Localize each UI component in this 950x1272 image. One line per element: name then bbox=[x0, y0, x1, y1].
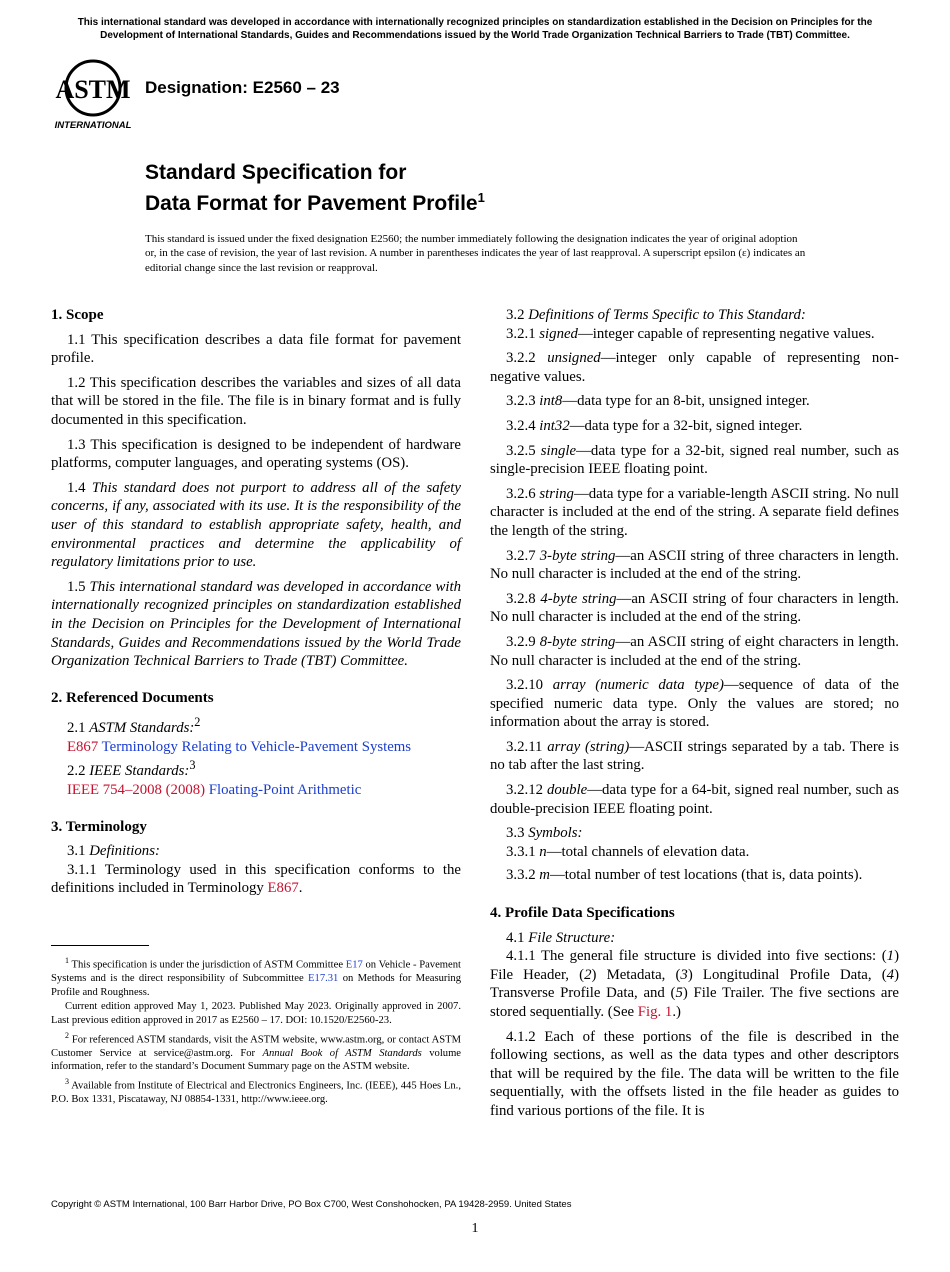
footnote-mark[interactable]: 3 bbox=[189, 758, 196, 773]
def-3-2-4 bbox=[490, 417, 899, 436]
definition-text: —ASCII strings separated by a tab. There is no tab after the last string. bbox=[490, 738, 899, 774]
document-title bbox=[145, 160, 485, 216]
defined-term: double bbox=[546, 782, 588, 799]
e17-31-link[interactable]: E17.31 bbox=[308, 973, 339, 985]
definition-text: —data type for an 8-bit, unsigned integer. bbox=[562, 393, 810, 410]
para-text: . bbox=[298, 880, 303, 897]
para-number: 3.2.5 bbox=[506, 442, 536, 459]
para-4-1 bbox=[490, 929, 899, 948]
defined-term: int32 bbox=[539, 417, 570, 434]
title-line-2 bbox=[145, 185, 485, 216]
para-4-1-2: 4.1.2 Each of these portions of the file is described in the following sections, as well as the data types and other descriptors that will be required by the file. The data will be written to the file sequentially, with the offsets listed in the file header as guides to find various portions of the file. It is bbox=[490, 1028, 899, 1119]
para-number: 3.2.11 bbox=[506, 738, 543, 755]
symbols-label: Symbols: bbox=[528, 825, 583, 842]
astm-logo-graphic bbox=[52, 56, 134, 132]
para-2-1 bbox=[51, 713, 461, 738]
right-column bbox=[490, 306, 899, 1127]
para-3-3 bbox=[490, 824, 899, 843]
definitions-label: Definitions: bbox=[89, 843, 160, 860]
definition-text: —data type for a 32-bit, signed integer. bbox=[569, 417, 803, 434]
para-3-2 bbox=[490, 306, 899, 325]
para-4-1-1: 4.1.1 The general file structure is divided into five sections: (1) File Header, (2) Metadata, (3) Longitudinal Profile Data, (4) Transverse Profile Data, and (5) File Trailer. The five sections are stored sequentially. (See Fig. 1.) bbox=[490, 948, 899, 1020]
definition-text: —sequence of data of the specified numeric data type. Only the values are stored; no information about the array is stored. bbox=[490, 677, 899, 731]
astm-standards-label: ASTM Standards: bbox=[89, 720, 195, 737]
copyright: Copyright © ASTM International, 100 Barr Harbor Drive, PO Box C700, West Conshohocken, PA 19428-2959. United States bbox=[51, 1199, 572, 1210]
para-number: 3.2.12 bbox=[506, 782, 543, 799]
defined-term: n bbox=[539, 843, 547, 860]
sym-3-3-1 bbox=[490, 843, 899, 862]
para-1-1: 1.1 This specification describes a data file format for pavement profile. bbox=[51, 331, 461, 367]
def-3-2-3 bbox=[490, 392, 899, 411]
astm-logo bbox=[52, 56, 134, 132]
para-number: 3.2.9 bbox=[506, 633, 536, 650]
definition-text: —data type for a 32-bit, signed real number, such as single-precision IEEE floating point. bbox=[490, 442, 899, 478]
defined-term: int8 bbox=[539, 393, 563, 410]
fig-1-link[interactable]: Fig. 1 bbox=[637, 1004, 673, 1020]
page-number: 1 bbox=[471, 1221, 479, 1236]
defined-term: array (numeric data type) bbox=[552, 677, 724, 694]
file-structure-label: File Structure: bbox=[528, 929, 616, 946]
footnote-1: $^1$ This specification is under the jurisdiction of ASTM Committee E17 on Vehicle - Pavement Systems and is the direct responsibility of Subcommittee E17.31 on Methods for Measuring Profile and Roughness. bbox=[51, 956, 461, 998]
defined-term: array (string) bbox=[547, 738, 630, 755]
para-number: 3.2.2 bbox=[506, 350, 536, 367]
para-number: 3.2.1 bbox=[506, 325, 536, 342]
definitions-list bbox=[490, 325, 899, 819]
para-number: 3.2.4 bbox=[506, 417, 536, 434]
para-number: 3.2 bbox=[506, 307, 525, 323]
section-profile-heading: 4. Profile Data Specifications bbox=[490, 905, 675, 922]
para-1-5 bbox=[51, 578, 461, 671]
top-notice: This international standard was developed in accordance with internationally recognized principles on standardization established in the Decision on Principles for the Development of International Standards, Guides and Recommendations issued by the World Trade Organization Technical Barriers to Trade (TBT) Committee. bbox=[77, 17, 873, 41]
def-3-2-9 bbox=[490, 633, 899, 670]
def-3-2-8 bbox=[490, 590, 899, 627]
def-3-2-6 bbox=[490, 485, 899, 541]
para-1-2: 1.2 This specification describes the variables and sizes of all data that will be stored in the file. The file is in binary format and is fully documented in this specification. bbox=[51, 374, 461, 428]
definition-text: —data type for a variable-length ASCII string. No null character is included at the end of the string. A separate field defines the length of the string. bbox=[490, 485, 899, 539]
footnote-3: $^3$ Available from Institute of Electrical and Electronics Engineers, Inc. (IEEE), 445 Hoes Ln., P.O. Box 1331, Piscataway, NJ 08854-1331, http://www.ieee.org. bbox=[51, 1076, 461, 1105]
para-number: 3.3.1 bbox=[506, 843, 536, 860]
definition-text: —integer only capable of representing non-negative values. bbox=[490, 350, 899, 385]
def-3-2-7 bbox=[490, 547, 899, 584]
definition-text: —an ASCII string of eight characters in length. No null character is included at the end of the string. bbox=[490, 633, 899, 669]
para-number: 3.2.10 bbox=[506, 677, 543, 694]
para-text: 3.1.1 Terminology used in this specification conforms to the definitions included in Terminology bbox=[51, 861, 461, 897]
title-text: Data Format for Pavement Profile bbox=[145, 192, 478, 215]
para-text: This international standard was developed in accordance with internationally recognized principles on standardization established in the Decision on Principles for the Development of International Standards, Guides and Recommendations issued by the World Trade Organization Technical Barriers to Trade (TBT) Committee. bbox=[51, 578, 461, 670]
def-3-2-1 bbox=[490, 325, 899, 344]
ref-ieee-code-link[interactable]: IEEE 754–2008 (2008) bbox=[67, 781, 206, 798]
title-footnote-mark[interactable]: 1 bbox=[477, 190, 485, 205]
logo-subtext: INTERNATIONAL bbox=[54, 120, 132, 131]
para-number: 3.3.2 bbox=[506, 867, 536, 884]
ref-e867-code-link[interactable]: E867 bbox=[67, 738, 99, 755]
defined-term: m bbox=[539, 867, 550, 884]
def-3-2-12 bbox=[490, 781, 899, 818]
ref-ieee-title-link[interactable]: Floating-Point Arithmetic bbox=[208, 781, 362, 798]
defined-term: signed bbox=[539, 325, 578, 342]
para-number: 2.2 bbox=[67, 763, 86, 780]
defined-term: single bbox=[540, 442, 577, 459]
left-column bbox=[51, 306, 461, 904]
para-number: 2.1 bbox=[67, 720, 86, 737]
section-referenced-heading: 2. Referenced Documents bbox=[51, 689, 214, 706]
para-number: 3.3 bbox=[506, 825, 525, 842]
para-text: This standard does not purport to address all of the safety concerns, if any, associated with its use. It is the responsibility of the user of this standard to establish appropriate safety, health, and environmental practices and determine the applicability of regulatory limitations prior to use. bbox=[51, 479, 461, 571]
para-1-4 bbox=[51, 479, 461, 572]
footnotes bbox=[51, 945, 461, 1108]
definition-text: —total channels of elevation data. bbox=[546, 843, 750, 860]
ref-e867 bbox=[51, 738, 461, 757]
para-number: 3.1 bbox=[67, 843, 86, 860]
defined-term: 8-byte string bbox=[539, 633, 616, 650]
definition-text: —data type for a 64-bit, signed real number, such as double-precision IEEE floating point. bbox=[490, 782, 899, 817]
e17-link[interactable]: E17 bbox=[345, 959, 363, 971]
definitions-specific-label: Definitions of Terms Specific to This Standard: bbox=[528, 307, 806, 323]
defined-term: unsigned bbox=[547, 350, 601, 367]
para-3-1-1 bbox=[51, 861, 461, 898]
section-scope-heading: 1. Scope bbox=[51, 307, 104, 323]
footnote-divider bbox=[51, 945, 149, 946]
footnote-mark[interactable]: 2 bbox=[194, 715, 201, 730]
para-3-1 bbox=[51, 842, 461, 861]
sym-3-3-2 bbox=[490, 866, 899, 885]
e867-link[interactable]: E867 bbox=[267, 880, 299, 897]
def-3-2-10 bbox=[490, 676, 899, 732]
definition-text: —an ASCII string of four characters in length. No null character is included at the end of the string. bbox=[490, 590, 899, 626]
def-3-2-5 bbox=[490, 442, 899, 479]
ref-ieee bbox=[51, 781, 461, 800]
designation: Designation: E2560 – 23 bbox=[145, 78, 340, 97]
logo-text: ASTM bbox=[55, 75, 131, 104]
footnote-edition: Current edition approved May 1, 2023. Published May 2023. Originally approved in 2007. Last previous edition approved in 2017 as E2560 – 17. DOI: 10.1520/E2560-23. bbox=[51, 1001, 461, 1026]
para-number: 3.2.6 bbox=[506, 485, 536, 502]
para-1-3: 1.3 This specification is designed to be independent of hardware platforms, computer languages, and operating systems (OS). bbox=[51, 436, 461, 472]
footnote-2: $^2$ For referenced ASTM standards, visit the ASTM website, www.astm.org, or contact ASTM Customer Service at service@astm.org. For Annual Book of ASTM Standards volume information, refer to the standard’s Document Summary page on the ASTM website. bbox=[51, 1030, 462, 1073]
defined-term: 3-byte string bbox=[539, 547, 616, 564]
para-number: 1.5 bbox=[67, 578, 86, 595]
section-terminology-heading: 3. Terminology bbox=[51, 818, 147, 835]
title-line-1: Standard Specification for bbox=[145, 161, 407, 184]
defined-term: string bbox=[539, 485, 574, 502]
definition-text: —integer capable of representing negative values. bbox=[577, 325, 875, 342]
definition-text: —an ASCII string of three characters in length. No null character is included at the end of the string. bbox=[490, 547, 899, 583]
definition-text: —total number of test locations (that is, data points). bbox=[549, 867, 863, 884]
ref-e867-title-link[interactable]: Terminology Relating to Vehicle-Pavement Systems bbox=[101, 738, 412, 755]
symbols-list bbox=[490, 843, 899, 885]
para-2-2 bbox=[51, 756, 461, 781]
def-3-2-11 bbox=[490, 738, 899, 775]
def-3-2-2 bbox=[490, 349, 899, 386]
para-number: 3.2.7 bbox=[506, 547, 536, 564]
ieee-standards-label: IEEE Standards: bbox=[89, 763, 190, 780]
defined-term: 4-byte string bbox=[540, 590, 617, 607]
para-number: 4.1 bbox=[506, 929, 525, 946]
para-number: 1.4 bbox=[67, 479, 86, 496]
issued-note: This standard is issued under the fixed designation E2560; the number immediately following the designation indicates the year of original adoption or, in the case of revision, the year of last revision. A number in parentheses indicates the year of last reapproval. A superscript epsilon (ε) indicates an editorial change since the last revision or reapproval. bbox=[145, 233, 806, 274]
para-number: 3.2.8 bbox=[506, 590, 536, 607]
para-number: 3.2.3 bbox=[506, 393, 536, 410]
